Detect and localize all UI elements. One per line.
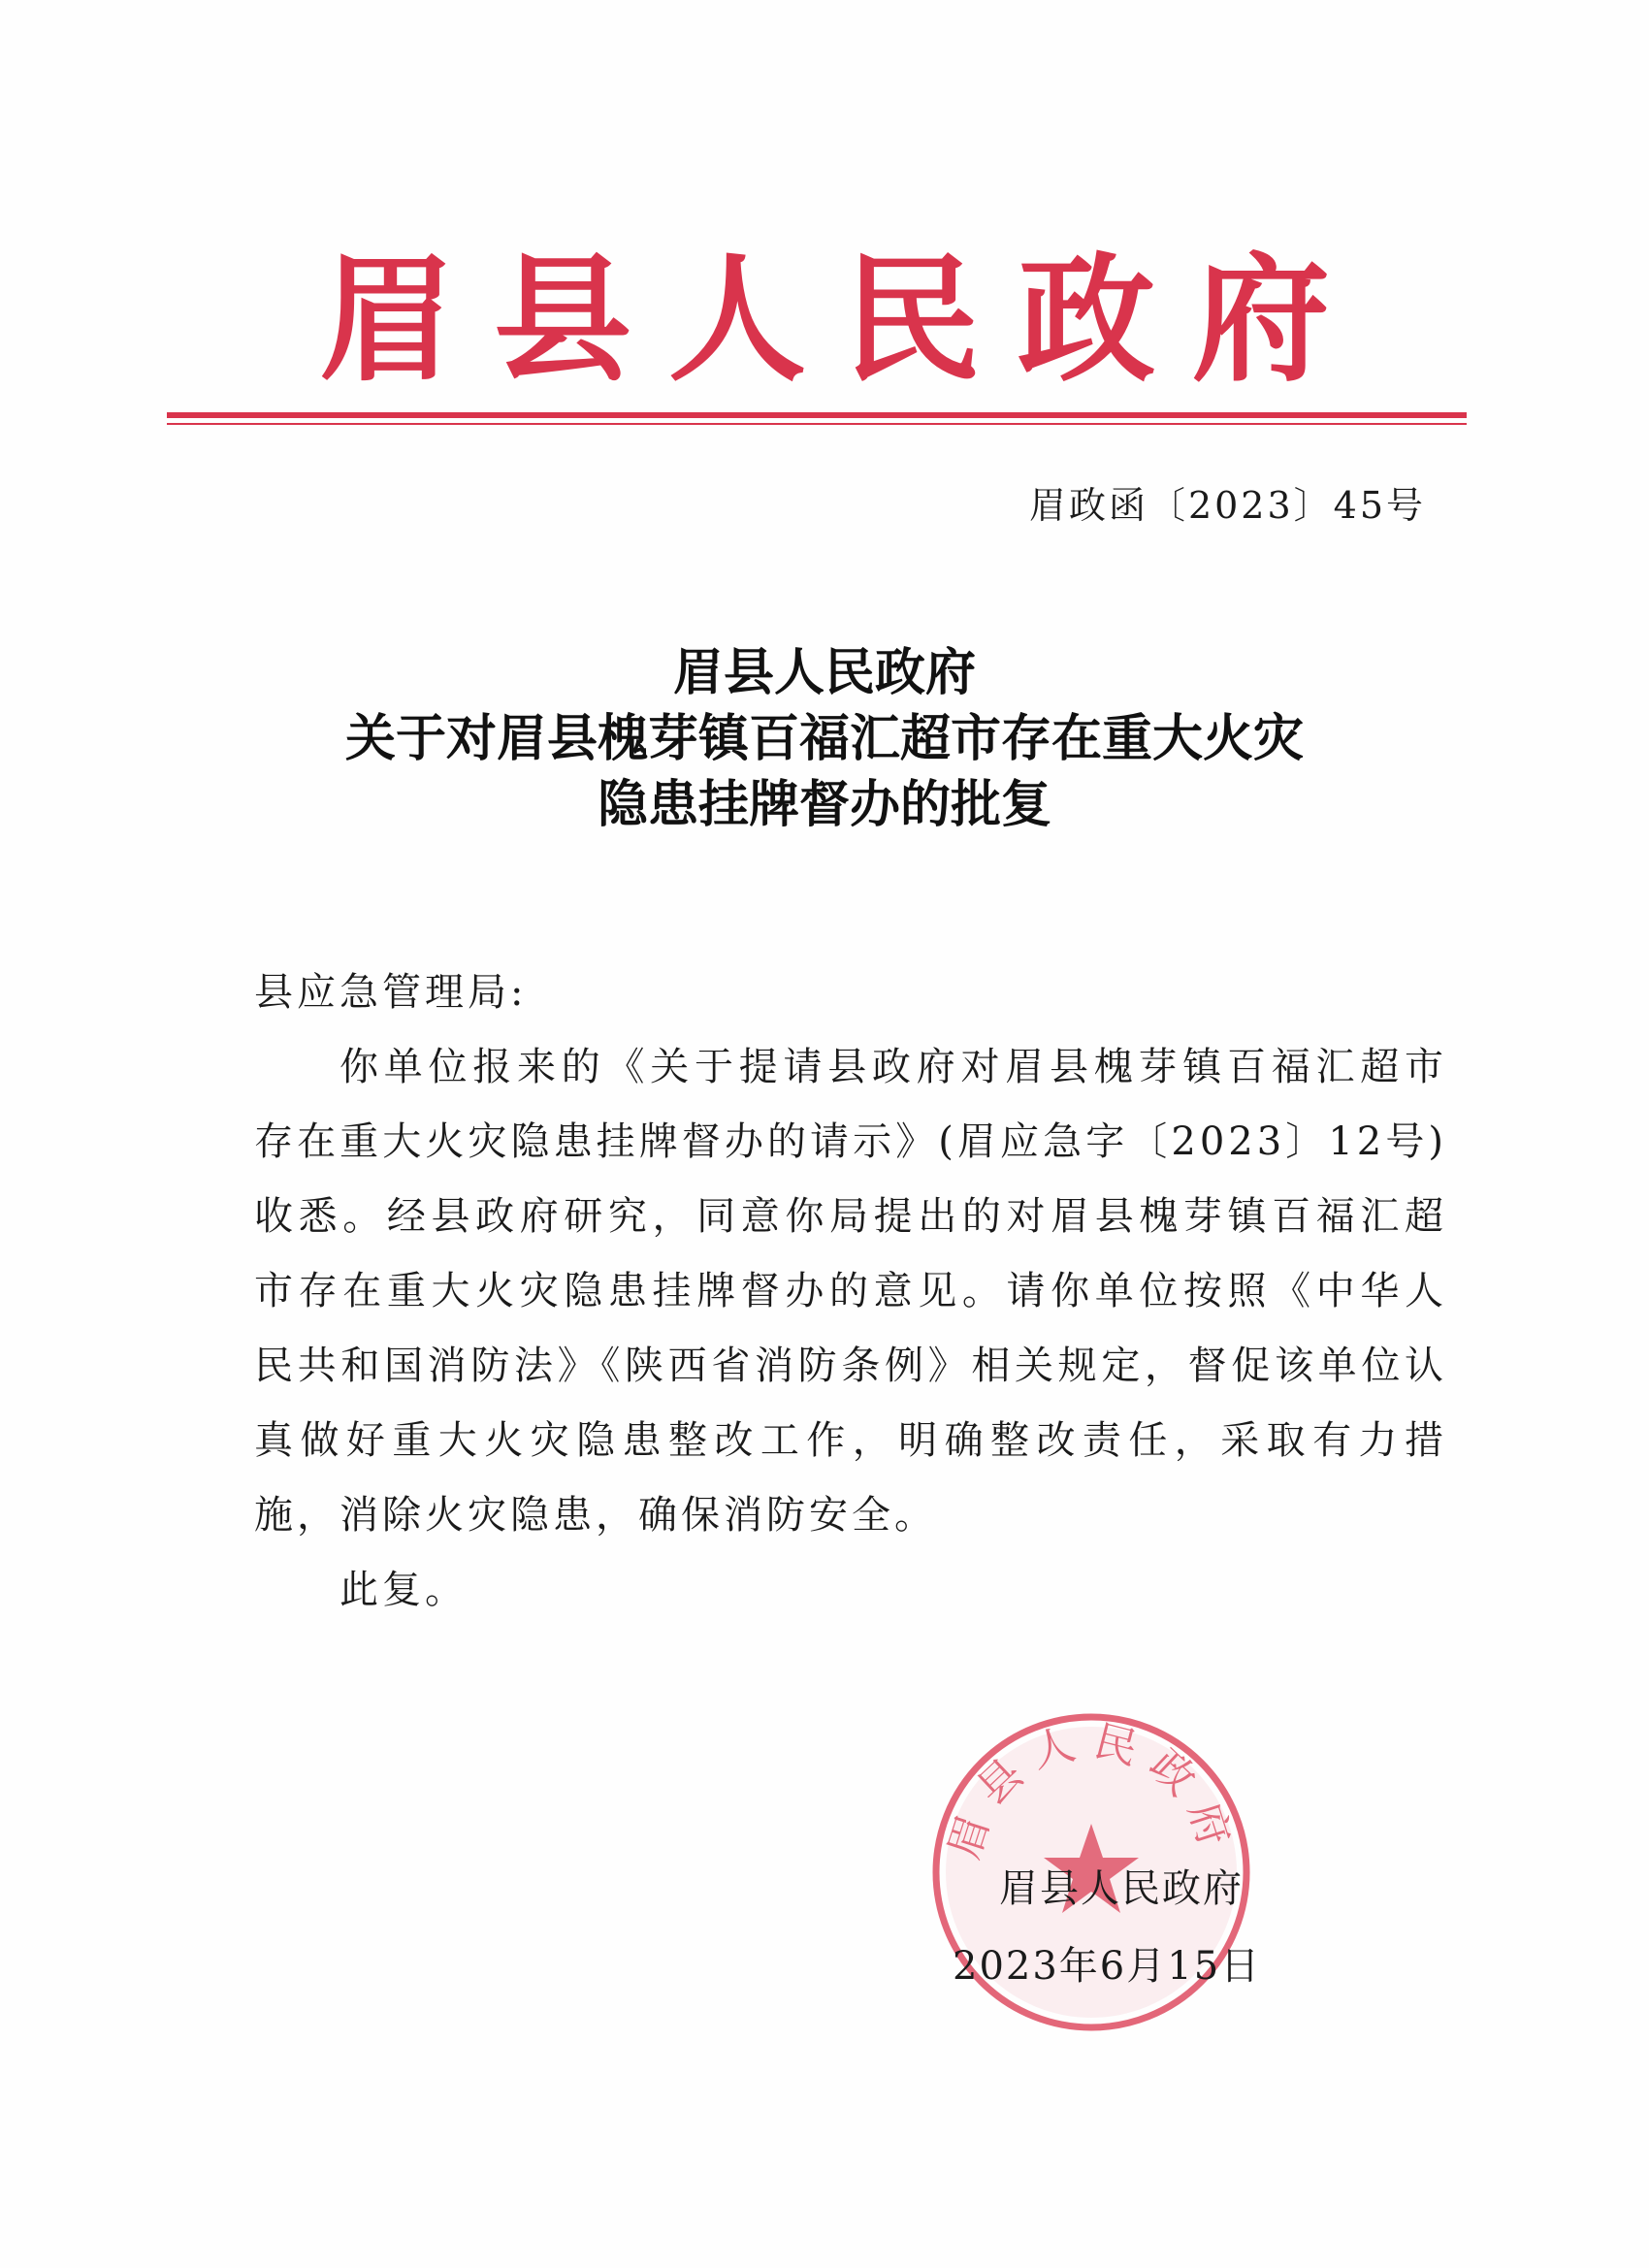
body-paragraph: 你单位报来的《关于提请县政府对眉县槐芽镇百福汇超市存在重大火灾隐患挂牌督办的请示》(眉应急字〔2023〕12号)收悉。经县政府研究，同意你局提出的对眉县槐芽镇百福汇超市存在重大火灾隐患挂牌督办的意见。请你单位按照《中华人民共和国消防法》《陕西省消防条例》相关规定，督促该单位认真做好重大火灾隐患整改工作，明确整改责任，采取有力措施，消除火灾隐患，确保消防安全。 [254, 1045, 1447, 1538]
seal-text: 眉县人民政府 [939, 1716, 1244, 1865]
signature-date: 2023年6月15日 [953, 1944, 1262, 1989]
title-line-1: 眉县人民政府 [672, 643, 976, 702]
document-title [0, 640, 1649, 838]
closing-line: 此复。 [340, 1568, 468, 1612]
masthead-red-rule-thin [167, 423, 1467, 425]
document-number: 眉政函〔2023〕45号 [1028, 484, 1426, 527]
salutation: 县应急管理局: [254, 970, 528, 1015]
masthead-red-rule [167, 412, 1467, 418]
document-body [254, 956, 1447, 1628]
issuer-masthead: 眉县人民政府 [319, 240, 1367, 401]
title-line-3: 隐患挂牌督办的批复 [597, 775, 1051, 834]
title-line-2: 关于对眉县槐芽镇百福汇超市存在重大火灾 [344, 709, 1304, 768]
signature-issuer: 眉县人民政府 [999, 1866, 1244, 1911]
